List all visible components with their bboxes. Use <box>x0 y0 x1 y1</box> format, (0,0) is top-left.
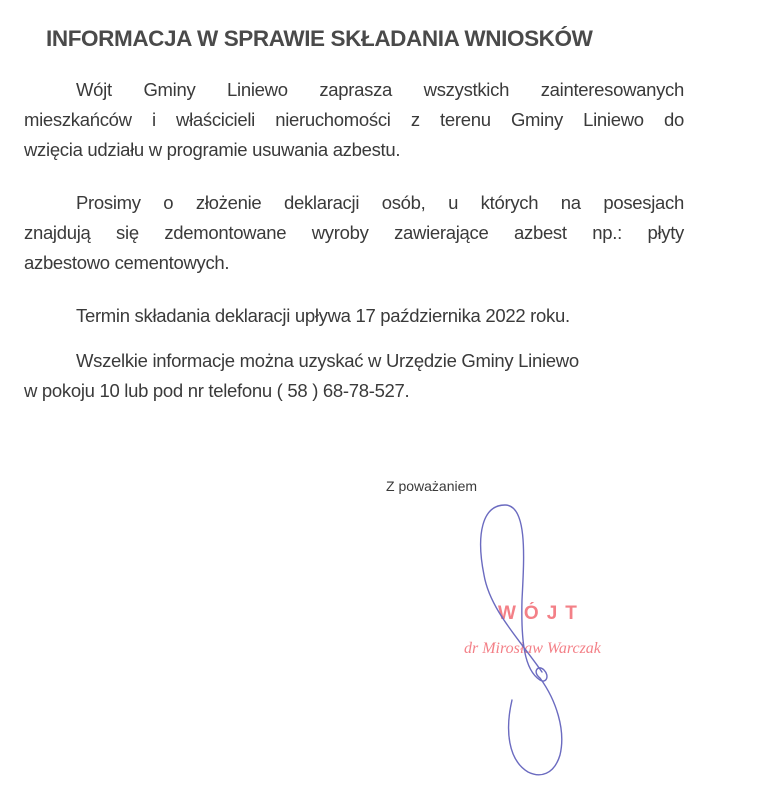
paragraph-deadline <box>24 301 684 331</box>
paragraph-line: Wszelkie informacje można uzyskać w Urzędzie Gminy Liniewo <box>76 350 579 371</box>
paragraph-declaration-request <box>24 188 684 278</box>
document-title: INFORMACJA W SPRAWIE SKŁADANIA WNIOSKÓW <box>46 26 593 51</box>
paragraph-line: w pokoju 10 lub pod nr telefonu ( 58 ) 68-78-527. <box>24 380 410 401</box>
stamp-title: WÓJT <box>498 603 585 624</box>
stamp-name: dr Mirosław Warczak <box>464 640 601 657</box>
paragraph-line: Wójt Gminy Liniewo zaprasza wszystkich zainteresowanych <box>76 79 684 100</box>
paragraph-line: azbestowo cementowych. <box>24 252 230 273</box>
paragraph-line: Termin składania deklaracji upływa 17 października 2022 roku. <box>76 305 570 326</box>
paragraph-contact <box>24 346 684 406</box>
paragraph-line: Prosimy o złożenie deklaracji osób, u których na posesjach <box>76 192 684 213</box>
closing-salutation: Z poważaniem <box>386 478 478 494</box>
paragraph-line: mieszkańców i właścicieli nieruchomości z terenu Gminy Liniewo do <box>24 109 684 130</box>
paragraph-line: znajdują się zdemontowane wyroby zawierające azbest np.: płyty <box>24 222 684 243</box>
paragraph-invitation <box>24 75 684 165</box>
paragraph-line: wzięcia udziału w programie usuwania azbestu. <box>24 139 401 160</box>
